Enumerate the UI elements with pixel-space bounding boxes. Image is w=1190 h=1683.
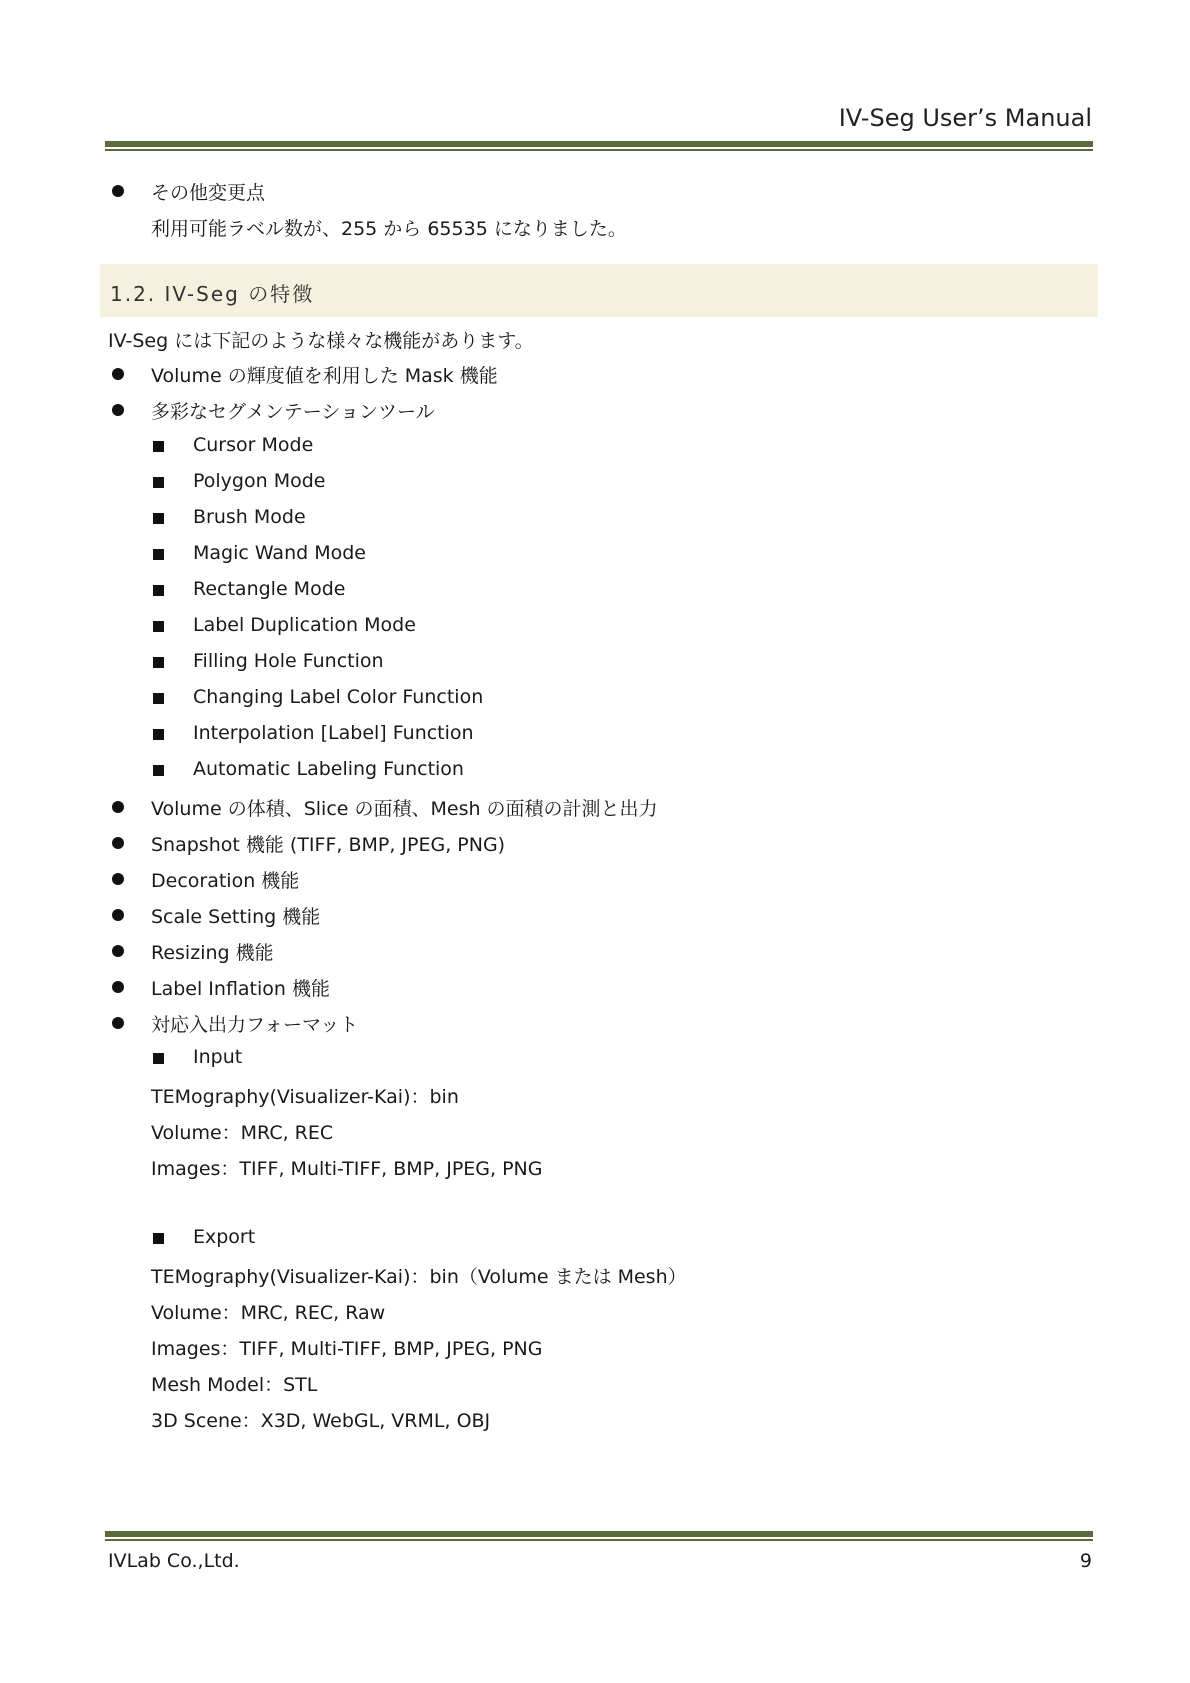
- bullet-square-icon: [153, 657, 164, 668]
- list-item: Label Inflation 機能: [151, 978, 330, 1000]
- list-item: Label Duplication Mode: [193, 614, 416, 636]
- list-item: Automatic Labeling Function: [193, 758, 464, 780]
- list-item: Decoration 機能: [151, 870, 300, 892]
- bullet-dot-icon: [112, 873, 124, 885]
- bullet-square-icon: [153, 1233, 164, 1244]
- section-lead: IV-Seg には下記のような様々な機能があります。: [108, 330, 534, 352]
- bullet-square-icon: [153, 729, 164, 740]
- list-item: Filling Hole Function: [193, 650, 384, 672]
- list-item: Polygon Mode: [193, 470, 326, 492]
- intro-detail: 利用可能ラベル数が、255 から 65535 になりました。: [151, 218, 627, 240]
- format-line: Images：TIFF, Multi-TIFF, BMP, JPEG, PNG: [151, 1338, 543, 1360]
- format-line: Volume：MRC, REC, Raw: [151, 1302, 386, 1324]
- format-line: TEMography(Visualizer-Kai)：bin（Volume または Mesh）: [151, 1266, 687, 1288]
- list-item: Brush Mode: [193, 506, 306, 528]
- bullet-dot-icon: [112, 1017, 124, 1029]
- list-item: Volume の体積、Slice の面積、Mesh の面積の計測と出力: [151, 798, 658, 820]
- page-header-title: IV-Seg User’s Manual: [838, 104, 1092, 132]
- bullet-dot-icon: [112, 981, 124, 993]
- bullet-dot-icon: [112, 837, 124, 849]
- intro-item: その他変更点: [151, 182, 266, 204]
- list-item: Snapshot 機能 (TIFF, BMP, JPEG, PNG): [151, 834, 506, 856]
- list-item: Cursor Mode: [193, 434, 314, 456]
- bullet-dot-icon: [112, 185, 124, 197]
- bullet-square-icon: [153, 1053, 164, 1064]
- list-item: Rectangle Mode: [193, 578, 346, 600]
- list-item: Scale Setting 機能: [151, 906, 321, 928]
- feature-tools-heading: 多彩なセグメンテーションツール: [151, 401, 435, 423]
- list-item: Magic Wand Mode: [193, 542, 366, 564]
- feature-mask: Volume の輝度値を利用した Mask 機能: [151, 365, 498, 387]
- bullet-dot-icon: [112, 368, 124, 380]
- bullet-dot-icon: [112, 909, 124, 921]
- bullet-dot-icon: [112, 945, 124, 957]
- format-line: Volume：MRC, REC: [151, 1122, 334, 1144]
- footer-company: IVLab Co.,Ltd.: [108, 1550, 240, 1572]
- bullet-square-icon: [153, 765, 164, 776]
- format-line: Mesh Model：STL: [151, 1374, 318, 1396]
- list-item: Resizing 機能: [151, 942, 274, 964]
- format-line: 3D Scene：X3D, WebGL, VRML, OBJ: [151, 1410, 491, 1432]
- bullet-square-icon: [153, 585, 164, 596]
- bullet-dot-icon: [112, 801, 124, 813]
- header-rule: [105, 141, 1093, 147]
- page-number: 9: [1079, 1550, 1092, 1572]
- bullet-dot-icon: [112, 404, 124, 416]
- list-item: Changing Label Color Function: [193, 686, 484, 708]
- footer-rule: [105, 1531, 1093, 1537]
- list-item: Interpolation [Label] Function: [193, 722, 474, 744]
- bullet-square-icon: [153, 621, 164, 632]
- export-label: Export: [193, 1226, 256, 1248]
- format-line: Images：TIFF, Multi-TIFF, BMP, JPEG, PNG: [151, 1158, 543, 1180]
- section-title: 1.2. IV-Seg の特徴: [110, 282, 315, 306]
- bullet-square-icon: [153, 477, 164, 488]
- format-line: TEMography(Visualizer-Kai)：bin: [151, 1086, 459, 1108]
- header-rule-thin: [105, 149, 1093, 151]
- bullet-square-icon: [153, 549, 164, 560]
- bullet-square-icon: [153, 693, 164, 704]
- bullet-square-icon: [153, 513, 164, 524]
- input-label: Input: [193, 1046, 243, 1068]
- list-item: 対応入出力フォーマット: [151, 1014, 359, 1036]
- footer-rule-thin: [105, 1539, 1093, 1541]
- bullet-square-icon: [153, 441, 164, 452]
